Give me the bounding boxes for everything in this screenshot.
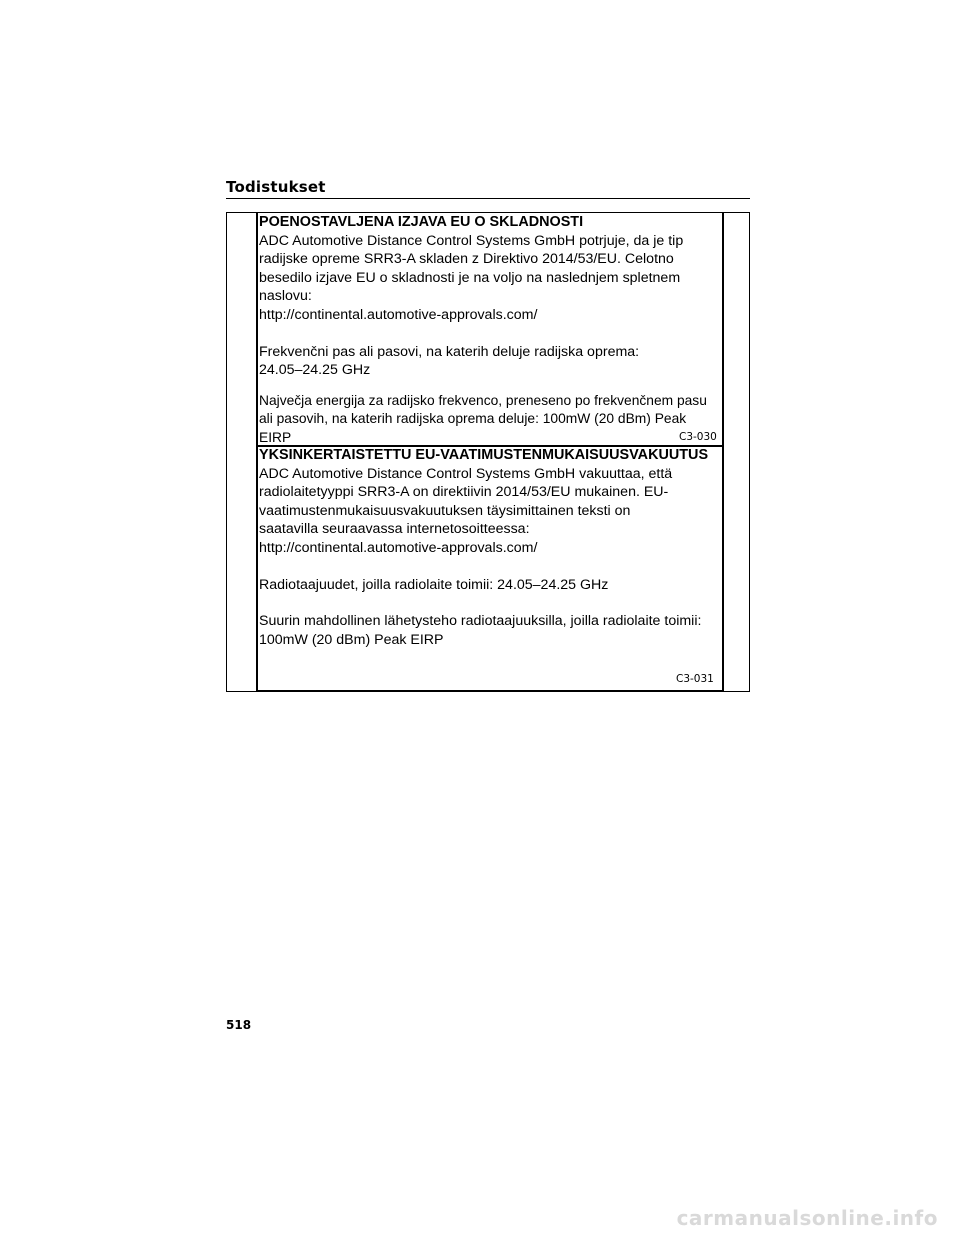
label-finnish-heading: YKSINKERTAISTETTU EU-VAATIMUSTENMUKAISUUSVAKUUTUS <box>259 447 709 463</box>
spacer <box>259 380 719 392</box>
title-rule <box>226 198 750 199</box>
spacer <box>259 594 719 612</box>
section-title: Todistukset <box>226 178 326 196</box>
label-slovenian-paragraph-3: Največja energija za radijsko frekvenco, preneseno po frekvenčnem pasu ali pasovih, na katerih radijska oprema deluje: 100mW (20 dBm) Peak EIRP <box>259 392 707 445</box>
label-finnish <box>259 446 719 649</box>
label-finnish-paragraph-2: Radiotaajuudet, joilla radiolaite toimii: 24.05–24.25 GHz <box>259 576 609 593</box>
page-number: 518 <box>226 1018 252 1032</box>
label-slovenian-paragraph-2: Frekvenčni pas ali pasovi, na katerih deluje radijska oprema: 24.05–24.25 GHz <box>259 343 640 379</box>
spacer <box>259 325 719 343</box>
label-slovenian-code: C3-030 <box>679 431 717 443</box>
label-slovenian-url: http://continental.automotive-approvals.com/ <box>259 306 538 323</box>
label-slovenian-heading: POENOSTAVLJENA IZJAVA EU O SKLADNOSTI <box>259 214 584 230</box>
label-finnish-url: http://continental.automotive-approvals.com/ <box>259 539 538 556</box>
label-slovenian-paragraph-1: ADC Automotive Distance Control Systems GmbH potrjuje, da je tip radijske opreme SRR3-A skladen z Direktivo 2014/53/EU. Celotno besedilo izjave EU o skladnosti je na voljo na naslednjem spletnem naslovu: <box>259 232 684 305</box>
spacer <box>259 558 719 576</box>
label-slovenian <box>259 213 719 448</box>
watermark: carmanualsonline.info <box>676 1206 938 1230</box>
label-finnish-paragraph-1: ADC Automotive Distance Control Systems GmbH vakuuttaa, että radiolaitetyyppi SRR3-A on direktiivin 2014/53/EU mukainen. EU-vaatimustenmukaisuusvakuutuksen täysimittainen teksti on saatavilla seuraavassa internetosoitteessa: <box>259 465 673 538</box>
label-finnish-code: C3-031 <box>676 673 714 685</box>
label-finnish-paragraph-3: Suurin mahdollinen lähetysteho radiotaajuuksilla, joilla radiolaite toimii: 100mW (20 dBm) Peak EIRP <box>259 613 702 648</box>
